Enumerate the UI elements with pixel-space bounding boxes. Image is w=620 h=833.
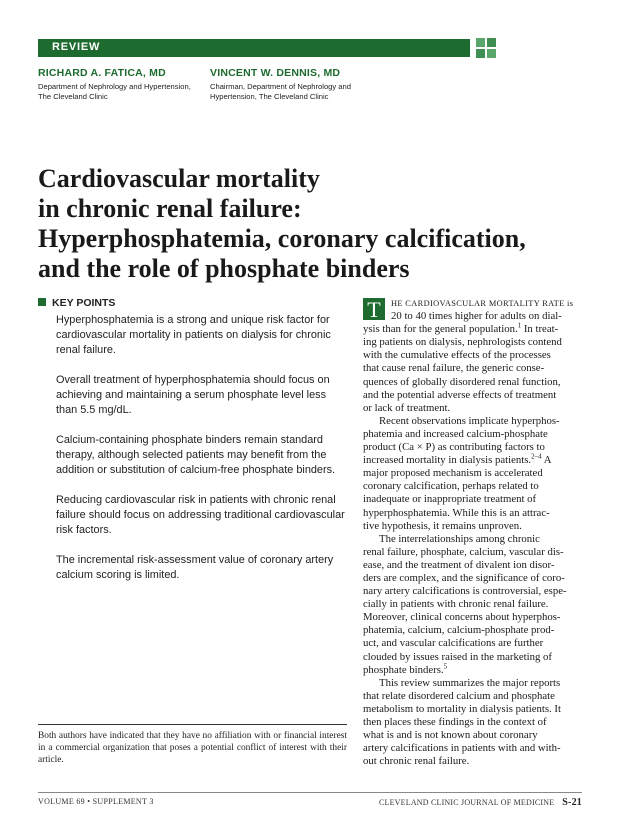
body-line: HE CARDIOVASCULAR MORTALITY RATE is (391, 299, 574, 308)
citation-ref[interactable]: 2–4 (531, 452, 542, 461)
body-text (363, 297, 581, 768)
key-point: Hyperphosphatemia is a strong and unique risk factor for cardiovascular mortality in patients on dialysis for chronic renal failure. (56, 314, 331, 356)
author-name: VINCENT W. DENNIS, MD (210, 67, 341, 79)
body-line: then places these findings in the context of (363, 716, 547, 728)
author-affiliation: Chairman, Department of Nephrology and Hypertension, The Cleveland Clinic (210, 82, 351, 101)
author-2 (210, 67, 380, 102)
body-line: artery calcifications in patients with and with- (363, 742, 561, 755)
author-1 (38, 67, 203, 102)
footer-journal (363, 797, 582, 808)
bullet-square-icon (38, 298, 46, 306)
body-line: phosphate binders.$^5$ (363, 662, 448, 676)
body-line: Moreover, clinical concerns about hyperphos- (363, 611, 561, 624)
section-banner (38, 39, 470, 57)
key-point: Calcium-containing phosphate binders remain standard therapy, although selected patients may benefit from the addition or substitution of calcium-free phosphate binders. (56, 434, 336, 476)
disclosure-footnote: Both authors have indicated that they have no affiliation with or financial interest in a commercial organization that poses a potential conflict of interest with their article. (38, 731, 347, 766)
citation-ref[interactable]: 5 (443, 662, 448, 671)
body-line: major proposed mechanism is accelerated (363, 467, 543, 480)
body-line: This review summarizes the major reports (379, 676, 561, 689)
body-line: hyperphosphatemia. While this is an attrac- (363, 506, 550, 519)
section-label: REVIEW (52, 41, 101, 53)
key-point: The incremental risk-assessment value of coronary artery calcium scoring is limited. (56, 554, 334, 581)
body-line: Recent observations implicate hyperphos- (379, 414, 560, 427)
body-line: 20 to 40 times higher for adults on dial- (391, 310, 562, 323)
key-point: Reducing cardiovascular risk in patients with chronic renal failure should focus on addressing traditional cardiovascular risk factors. (56, 494, 345, 536)
body-line: phatemia, calcium, calcium-phosphate prod- (363, 624, 555, 637)
footer-volume: VOLUME 69 • SUPPLEMENT 3 (38, 797, 154, 806)
body-line: clouded by issues raised in the marketing of (363, 650, 552, 663)
drop-cap: T (363, 298, 385, 320)
body-line: cially in patients with chronic renal failure. (363, 598, 549, 611)
journal-name: CLEVELAND CLINIC JOURNAL OF MEDICINE (378, 798, 555, 807)
footnote-divider (38, 724, 347, 725)
body-line: with the cumulative effects of the processes (363, 349, 551, 362)
body-line: that cause renal failure, the generic conse- (363, 362, 545, 375)
key-points-heading: KEY POINTS (38, 297, 115, 309)
body-line: quences of globally disordered renal function, (363, 375, 561, 388)
body-line: metabolism to mortality in dialysis patients. It (363, 702, 561, 715)
body-line: tive hypothesis, it remains unproven. (363, 519, 522, 532)
citation-ref[interactable]: 1 (517, 321, 522, 330)
body-line: and the potential adverse effects of treatment (363, 388, 557, 401)
body-line: that relate disordered calcium and phosphate (363, 689, 555, 702)
body-line: nary artery calcifications is controversial, espe- (363, 585, 567, 598)
body-line: ease, and the treatment of divalent ion disor- (363, 558, 555, 571)
body-line: ders are complex, and the significance of coro- (363, 571, 565, 584)
body-line: ing patients on dialysis, nephrologists contend (363, 336, 562, 349)
body-line: inadequate or inappropriate treatment of (363, 493, 537, 506)
body-line: increased mortality in dialysis patients.$^{2-4}$ A (363, 452, 552, 467)
body-line: or lack of treatment. (363, 401, 451, 414)
key-point: Overall treatment of hyperphosphatemia should focus on achieving and maintaining a serum phosphate level less than 5.5 mg/dL. (56, 374, 330, 416)
body-line: uct, and vascular calcifications are further (363, 637, 544, 650)
body-line: what is and is not known about coronary (363, 729, 538, 742)
key-points-list (56, 313, 345, 598)
body-line: coronary calcification, perhaps related to (363, 480, 539, 493)
body-line: ysis than for the general population.$^1$ In treat- (363, 321, 559, 336)
author-name: RICHARD A. FATICA, MD (38, 67, 166, 79)
body-line: product (Ca × P) as contributing factors to (363, 441, 545, 454)
body-line: phatemia and increased calcium-phosphate (363, 427, 548, 440)
page-number: S-21 (562, 797, 582, 808)
journal-corner-logo (476, 38, 496, 58)
body-line: renal failure, phosphate, calcium, vascular dis- (363, 545, 564, 558)
article-title: Cardiovascular mortality in chronic renal failure: Hyperphosphatemia, coronary calcification, and the role of phosphate binders (38, 164, 526, 283)
footer-divider (38, 792, 582, 793)
author-affiliation: Department of Nephrology and Hypertension, The Cleveland Clinic (38, 82, 191, 101)
body-line: out chronic renal failure. (363, 755, 470, 768)
body-line: The interrelationships among chronic (379, 532, 540, 545)
